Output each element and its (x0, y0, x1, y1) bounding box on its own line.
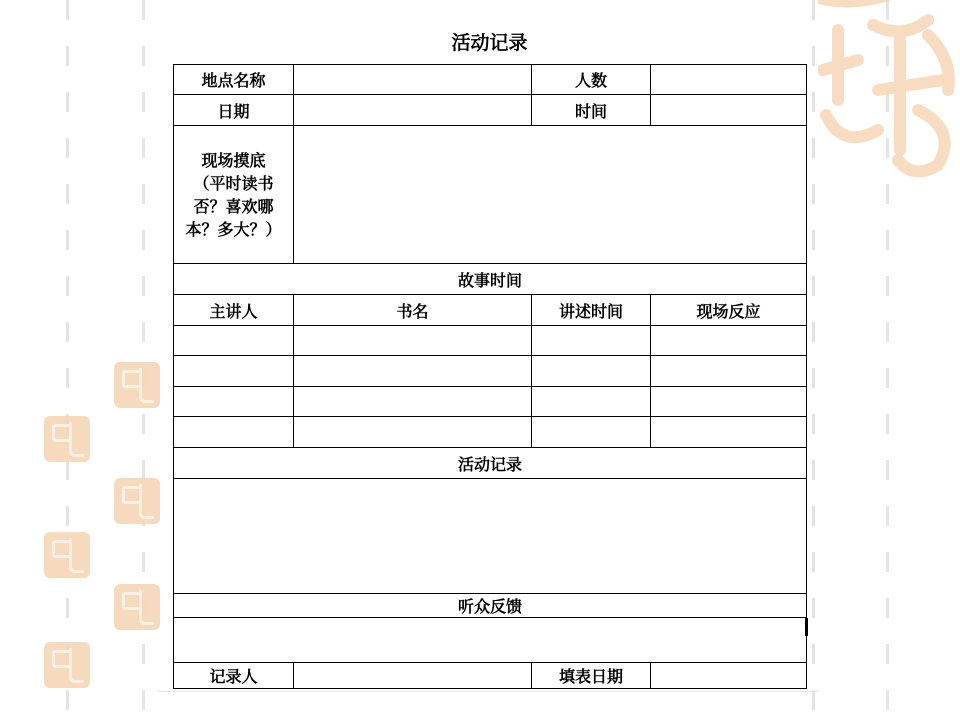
divider (158, 691, 818, 692)
story-cell[interactable] (174, 417, 294, 448)
form-row-survey (174, 126, 807, 264)
story-cell[interactable] (532, 387, 651, 417)
activity-content-field[interactable] (174, 479, 807, 594)
time-field[interactable] (651, 95, 807, 126)
seal-stamp-icon (44, 532, 90, 578)
story-cell[interactable] (651, 417, 807, 448)
fill-date-field[interactable] (651, 663, 807, 689)
story-section-title: 故事时间 (174, 264, 807, 295)
location-label: 地点名称 (174, 65, 294, 95)
story-cell[interactable] (651, 326, 807, 356)
fill-date-label: 填表日期 (532, 663, 651, 689)
table-row (174, 387, 807, 417)
people-field[interactable] (651, 65, 807, 95)
story-cell[interactable] (174, 387, 294, 417)
seal-stamp-icon (114, 584, 160, 630)
story-cell[interactable] (532, 417, 651, 448)
survey-field[interactable] (294, 126, 807, 264)
recorder-field[interactable] (294, 663, 532, 689)
date-field[interactable] (294, 95, 532, 126)
story-cell[interactable] (294, 356, 532, 387)
seal-stamp-icon (114, 478, 160, 524)
story-cell[interactable] (174, 326, 294, 356)
story-cell[interactable] (532, 326, 651, 356)
page-title: 活动记录 (451, 32, 528, 54)
text-cursor (805, 618, 808, 636)
feedback-section-title: 听众反馈 (174, 594, 807, 618)
decor-dash-column (812, 0, 815, 720)
feedback-content-field[interactable] (174, 618, 807, 663)
story-cell[interactable] (651, 387, 807, 417)
activity-record-form (173, 64, 807, 689)
feedback-section-row (174, 594, 807, 618)
story-header-duration: 讲述时间 (532, 295, 651, 326)
story-header-book: 书名 (294, 295, 532, 326)
form-row-recorder (174, 663, 807, 689)
story-cell[interactable] (532, 356, 651, 387)
activity-content-row (174, 479, 807, 594)
form-row-date (174, 95, 807, 126)
form-row-location (174, 65, 807, 95)
table-row (174, 356, 807, 387)
survey-label-text: 现场摸底 （平时读书 否？喜欢哪 本？多大？） (185, 150, 282, 239)
table-row (174, 326, 807, 356)
story-cell[interactable] (294, 387, 532, 417)
activity-section-title: 活动记录 (174, 448, 807, 479)
seal-stamp-large-icon (818, 0, 960, 190)
seal-stamp-icon (44, 416, 90, 462)
decor-dash-column (66, 0, 69, 720)
story-header-row (174, 295, 807, 326)
activity-section-row (174, 448, 807, 479)
seal-stamp-icon (114, 362, 160, 408)
location-field[interactable] (294, 65, 532, 95)
people-label: 人数 (532, 65, 651, 95)
story-header-reaction: 现场反应 (651, 295, 807, 326)
date-label: 日期 (174, 95, 294, 126)
story-cell[interactable] (294, 326, 532, 356)
story-header-speaker: 主讲人 (174, 295, 294, 326)
feedback-content-row (174, 618, 807, 663)
recorder-label: 记录人 (174, 663, 294, 689)
story-cell[interactable] (651, 356, 807, 387)
seal-stamp-icon (44, 642, 90, 688)
survey-label (174, 126, 294, 264)
story-cell[interactable] (174, 356, 294, 387)
table-row (174, 417, 807, 448)
story-section-row (174, 264, 807, 295)
time-label: 时间 (532, 95, 651, 126)
story-cell[interactable] (294, 417, 532, 448)
